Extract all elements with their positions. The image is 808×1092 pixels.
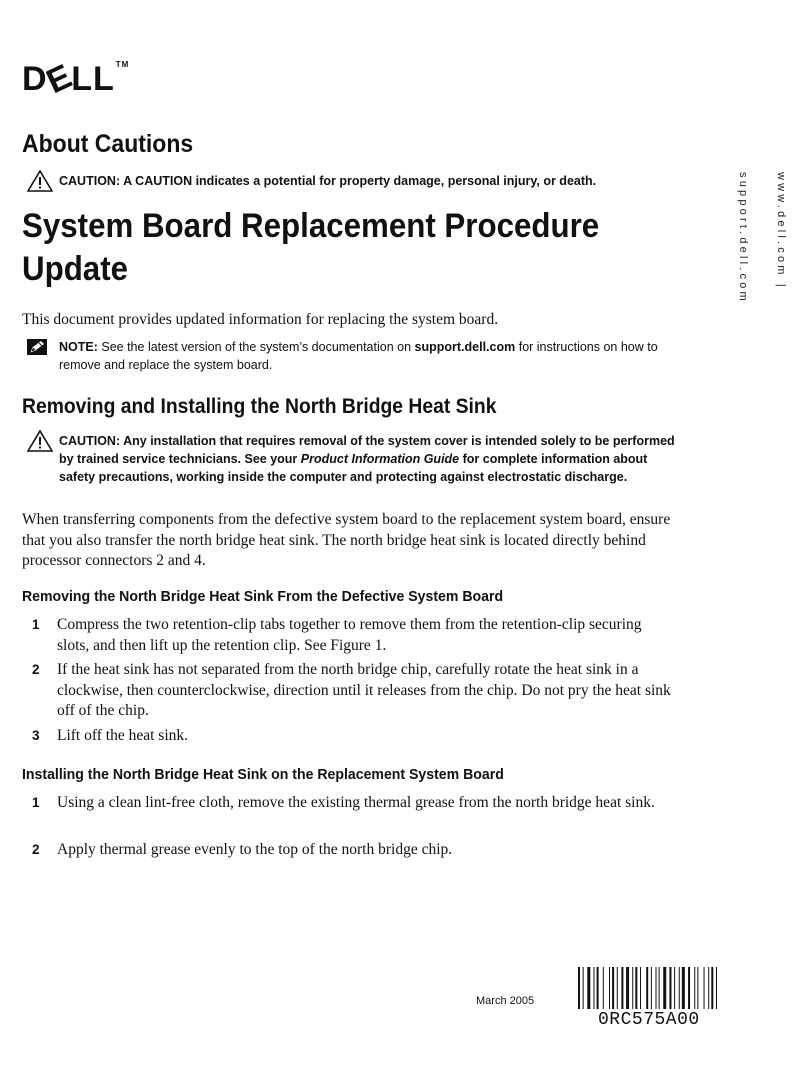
section-heading: Removing and Installing the North Bridge Heat Sink — [22, 395, 497, 418]
step-number: 2 — [32, 842, 40, 857]
step-number: 1 — [32, 617, 40, 632]
caution-triangle-icon — [27, 430, 53, 452]
logo-letters-ll: LL — [71, 60, 115, 98]
removing-heading: Removing the North Bridge Heat Sink From the Defective System Board — [22, 588, 504, 605]
step-text: Compress the two retention-clip tabs together to remove them from the retention-clip securing slots, and then lift up the retention clip. See Figure 1. — [57, 616, 642, 654]
step-number: 2 — [32, 662, 40, 677]
publication-date: March 2005 — [476, 995, 535, 1007]
intro-paragraph: This document provides updated information for replacing the system board. — [22, 311, 499, 328]
about-cautions-heading: About Cautions — [22, 130, 194, 158]
sidebar-url: www.dell.com | support.dell.com — [737, 172, 787, 304]
caution-label: CAUTION: — [59, 174, 121, 188]
support-link[interactable]: support.dell.com — [414, 340, 516, 354]
dell-logo — [22, 56, 130, 102]
note-label: NOTE: — [59, 340, 98, 354]
step-text: Using a clean lint-free cloth, remove the existing thermal grease from the north bridge heat sink. — [57, 794, 655, 811]
note-text-after: for instructions on how to remove and replace the system board. — [59, 340, 658, 372]
caution-label: CAUTION: — [59, 434, 121, 448]
installing-heading: Installing the North Bridge Heat Sink on the Replacement System Board — [22, 766, 504, 783]
part-number: 0RC575A00 — [598, 1010, 700, 1030]
note-pencil-icon — [26, 338, 48, 356]
caution-triangle-icon — [27, 170, 53, 192]
note-text-before: See the latest version of the system’s documentation on — [101, 340, 412, 354]
step-text: Apply thermal grease evenly to the top of the north bridge chip. — [57, 841, 453, 858]
step-number: 3 — [32, 728, 40, 743]
step-text: Lift off the heat sink. — [57, 727, 189, 744]
logo-letter-d: D — [22, 60, 48, 98]
caution-text-after: for complete information about safety precautions, working inside the computer and protecting against electrostatic discharge. — [59, 452, 648, 484]
logo-letter-e: E — [40, 56, 78, 102]
caution-text-before: Any installation that requires removal of the system cover is intended solely to be performed by trained service technicians. See your — [59, 434, 675, 466]
trademark-mark: TM — [115, 60, 130, 69]
caution-text: A CAUTION indicates a potential for property damage, personal injury, or death. — [123, 174, 597, 188]
step-text: If the heat sink has not separated from the north bridge chip, carefully rotate the heat sink in a clockwise, then counterclockwise, direction until it releases from the chip. Do not pry the heat sink off of the chip. — [57, 661, 671, 719]
page-title: System Board Replacement Procedure Update — [22, 207, 600, 288]
step-number: 1 — [32, 795, 40, 810]
product-guide-title: Product Information Guide — [300, 452, 460, 466]
barcode-image — [578, 967, 774, 1009]
transfer-paragraph: When transferring components from the defective system board to the replacement system board, ensure that you also transfer the north bridge heat sink. The north bridge heat sink is located directly behind processor connectors 2 and 4. — [22, 511, 671, 569]
